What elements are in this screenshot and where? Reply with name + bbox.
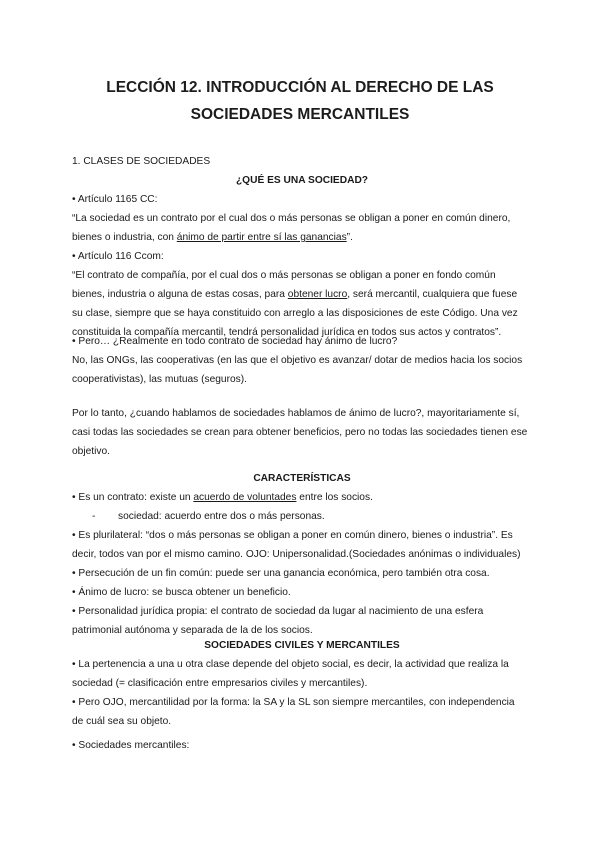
caracteristica-text-end: entre los socios. [296, 492, 373, 503]
caracteristica-plurilateral-2: decir, todos van por el mismo camino. OJO: Unipersonalidad.(Sociedades anónimas o individuales) [72, 549, 521, 560]
art116-text-end: , será mercantil, cualquiera que fuese [347, 289, 518, 300]
title-line-2: SOCIEDADES MERCANTILES [190, 106, 410, 123]
art116-line-1: “El contrato de compañía, por el cual dos o más personas se obligan a poner en fondo común [72, 270, 496, 281]
section-civiles-mercantiles [72, 636, 532, 731]
art116-line-2 [72, 285, 532, 304]
sociedades-mercantiles-item: • Sociedades mercantiles: [72, 740, 190, 751]
caracteristica-plurilateral-1: • Es plurilateral: “dos o más personas se obligan a poner en común dinero, bienes o industria”. Es [72, 530, 513, 541]
caracteristica-personalidad-1: • Personalidad jurídica propia: el contrato de sociedad da lugar al nacimiento de una esfera [72, 606, 484, 617]
art116-text: bienes, industria o alguna de estas cosas, para [72, 289, 288, 300]
civiles-heading: SOCIEDADES CIVILES Y MERCANTILES [204, 640, 400, 651]
civiles-p2-line-2: de cuál sea su objeto. [72, 716, 172, 727]
paragraph-mercantiles [72, 736, 532, 755]
caracteristica-personalidad-2: patrimonial autónoma y separada de la de los socios. [72, 625, 313, 636]
art116-line-3: su clase, siempre que se haya constituido con arreglo a las disposiciones de este Código. Una vez [72, 308, 518, 319]
art116-label: • Artículo 116 Ccom: [72, 251, 164, 262]
caracteristicas-heading: CARACTERÍSTICAS [253, 473, 351, 484]
subheading-que-es: ¿QUÉ ES UNA SOCIEDAD? [235, 175, 369, 186]
art116-line-4: constituida la compañía mercantil, tendrá personalidad jurídica en todos sus actos y contratos”. [72, 327, 502, 338]
pero-line-1: • Pero… ¿Realmente en todo contrato de sociedad hay ánimo de lucro? [72, 336, 398, 347]
art1165-text-end: ”. [346, 232, 353, 243]
title-line-1: LECCIÓN 12. INTRODUCCIÓN AL DERECHO DE LAS [106, 79, 494, 96]
section-caracteristicas [72, 469, 532, 640]
art1165-line-2 [72, 228, 532, 247]
section-clases [72, 152, 532, 342]
paragraph-pero [72, 332, 532, 389]
art1165-line-1: “La sociedad es un contrato por el cual dos o más personas se obligan a poner en común dinero, [72, 213, 511, 224]
caracteristica-animo-lucro: • Ánimo de lucro: se busca obtener un beneficio. [72, 587, 291, 598]
caracteristica-contrato [72, 488, 532, 507]
underlined-phrase: obtener lucro [287, 289, 348, 300]
civiles-p1-line-1: • La pertenencia a una u otra clase depende del objeto social, es decir, la actividad que realiza la [72, 659, 509, 670]
art1165-text: bienes o industria, con [72, 232, 177, 243]
dash-marker: - [92, 511, 96, 522]
pero-line-3: cooperativistas), las mutuas (seguros). [72, 374, 247, 385]
pero-line-2: No, las ONGs, las cooperativas (en las que el objetivo es avanzar/ dotar de medios hacia los socios [72, 355, 523, 366]
conclusion-line-3: objetivo. [72, 446, 110, 457]
art1165-label: • Artículo 1165 CC: [72, 194, 158, 205]
civiles-p2-line-1: • Pero OJO, mercantilidad por la forma: la SA y la SL son siempre mercantiles, con independencia [72, 697, 515, 708]
underlined-phrase: acuerdo de voluntades [193, 492, 297, 503]
underlined-phrase: ánimo de partir entre sí las ganancias [176, 232, 347, 243]
section-heading: 1. CLASES DE SOCIEDADES [72, 156, 211, 167]
conclusion-line-2: casi todas las sociedades se crean para obtener beneficios, pero no todas las sociedades tienen ese [72, 427, 528, 438]
caracteristica-text: • Es un contrato: existe un [72, 492, 194, 503]
paragraph-conclusion [72, 404, 532, 461]
caracteristica-subitem [72, 507, 532, 526]
conclusion-line-1: Por lo tanto, ¿cuando hablamos de sociedades hablamos de ánimo de lucro?, mayoritariamente sí, [72, 408, 520, 419]
caracteristica-fin-comun: • Persecución de un fin común: puede ser una ganancia económica, pero también otra cosa. [72, 568, 490, 579]
civiles-p1-line-2: sociedad (= clasificación entre empresarios civiles y mercantiles). [72, 678, 368, 689]
subitem-text: sociedad: acuerdo entre dos o más personas. [118, 511, 325, 522]
page-title [60, 74, 540, 128]
